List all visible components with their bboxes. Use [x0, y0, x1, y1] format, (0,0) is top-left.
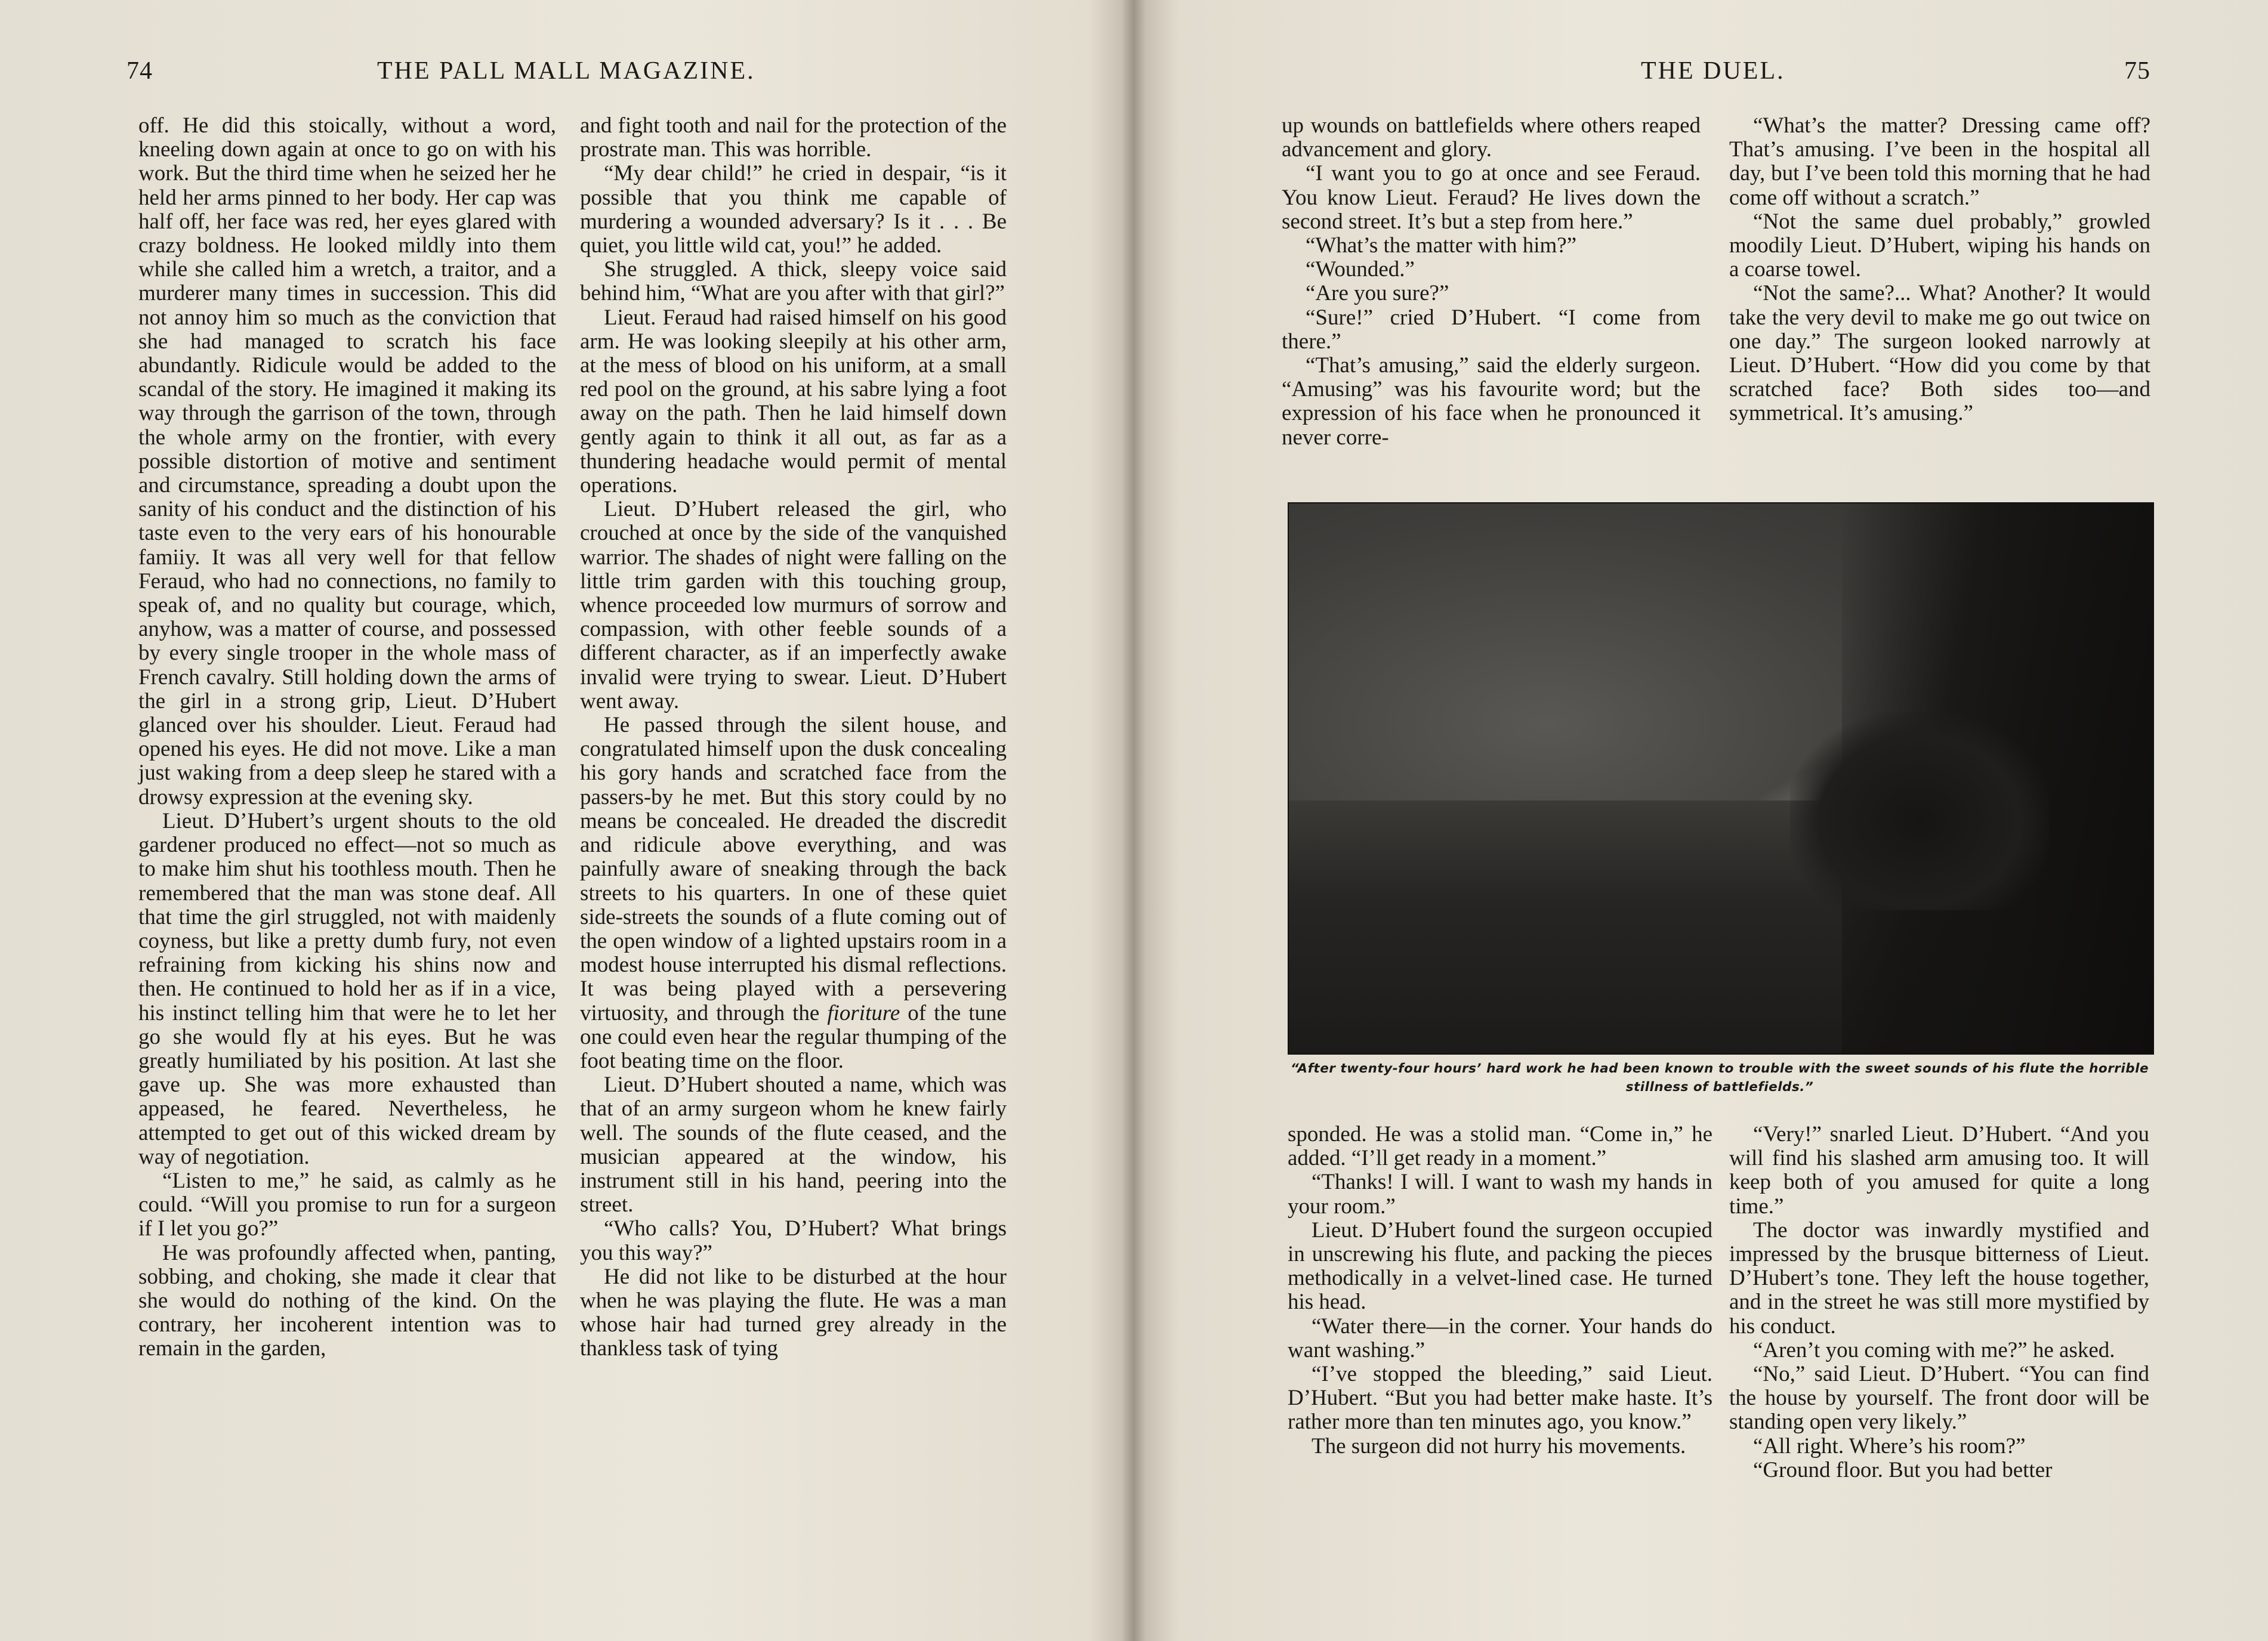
paragraph	[1729, 210, 2150, 282]
paragraph-text: sponded. He was a stolid man. “Come in,” he added. “I’ll get ready in a moment.”	[1288, 1122, 1712, 1171]
page-number-left: 74	[126, 57, 153, 85]
right-column-1-bottom	[1288, 1123, 1712, 1458]
paragraph-text: He was profoundly affected when, panting, sobbing, and choking, she made it clear that she would do nothing of the kind. On the contrary, her incoherent intention was to remain in the garden,	[138, 1240, 556, 1361]
paragraph-text: He did not like to be disturbed at the hour when he was playing the flute. He was a man whose hair had turned grey already in the thankless task of tying	[580, 1264, 1007, 1361]
paragraph	[1288, 1362, 1712, 1435]
paragraph-text: off. He did this stoically, without a word, kneeling down again at once to go on with his work. But the third time when he seized her he held her arms pinned to her body. Her cap was half off, her face was red, her eyes glared with crazy boldness. He looked mildly into them while she called him a wretch, a traitor, and a murderer many times in succession. This did not annoy him so much as the conviction that she had managed to scratch his face abundantly. Ridicule would be added to the scandal of the story. He imagined it making its way through the garrison of the town, through the whole army on the frontier, with every possible distortion of motive and sentiment and circumstance, spreading a doubt upon the sanity of his conduct and the distinction of his taste even to the very ears of his honourable famiiy. It was all very well for that fellow Feraud, who had no connections, no family to speak of, and no quality but courage, which, anyhow, was a matter of course, and possessed by every single trooper in the whole mass of French cavalry. Still holding down the arms of the girl in a strong grip, Lieut. D’Hubert glanced over his shoulder. Lieut. Feraud had opened his eyes. He did not move. Like a man just waking from a deep sleep he stared with a drowsy expression at the evening sky.	[138, 113, 556, 809]
duel-illustration	[1288, 502, 2154, 1055]
paragraph	[1729, 1219, 2149, 1339]
paragraph	[1288, 1123, 1712, 1170]
running-head-left: THE PALL MALL MAGAZINE.	[377, 57, 755, 85]
paragraph-text: of the tune one could even hear the regular thumping of the foot beating time on the floor.	[580, 1000, 1007, 1073]
paragraph-text: “Sure!” cried D’Hubert. “I come from there.”	[1282, 305, 1701, 354]
paragraph	[1282, 114, 1701, 162]
paragraph-text: “Aren’t you coming with me?” he asked.	[1753, 1337, 2115, 1362]
paragraph	[580, 1265, 1007, 1361]
paragraph-text: “Listen to me,” he said, as calmly as he could. “Will you promise to run for a surgeon if I let you go?”	[138, 1168, 556, 1241]
paragraph-text: “Not the same?... What? Another? It would take the very devil to make me go out twice on one day.” The surgeon looked narrowly at Lieut. D’Hubert. “How did you come by that scratched face? Both sides too—and symmetrical. It’s amusing.”	[1729, 281, 2150, 426]
paragraph	[1729, 1435, 2149, 1458]
paragraph-text: “Wounded.”	[1306, 257, 1415, 282]
paragraph-text: “Are you sure?”	[1306, 281, 1449, 306]
paragraph-text: The surgeon did not hurry his movements.	[1312, 1433, 1686, 1458]
page-number-right: 75	[2124, 57, 2150, 85]
paragraph	[1282, 258, 1701, 282]
paragraph	[1729, 1362, 2149, 1435]
paragraph-text: “Who calls? You, D’Hubert? What brings you this way?”	[580, 1216, 1007, 1265]
paragraph-text: Lieut. D’Hubert found the surgeon occupied in unscrewing his flute, and packing the pieces methodically in a velvet-lined case. He turned his head.	[1288, 1217, 1712, 1315]
paragraph	[1729, 1339, 2149, 1362]
paragraph-text: “Not the same duel probably,” growled moodily Lieut. D’Hubert, wiping his hands on a coarse towel.	[1729, 209, 2150, 282]
paragraph	[580, 162, 1007, 258]
paragraph	[1729, 282, 2150, 425]
paragraph-text: Lieut. Feraud had raised himself on his good arm. He was looking sleepily at his other arm, at the mess of blood on his uniform, at a small red pool on the ground, at his sabre lying a foot away on the path. Then he laid himself down gently again to think it all out, as far as a thundering headache would permit of mental operations.	[580, 305, 1007, 498]
paragraph-text: “What’s the matter with him?”	[1306, 233, 1577, 258]
book-gutter	[1122, 0, 1146, 1641]
paragraph	[580, 306, 1007, 498]
right-column-2-bottom	[1729, 1123, 2149, 1482]
paragraph-text: “Thanks! I will. I want to wash my hands in your room.”	[1288, 1170, 1712, 1219]
paragraph	[138, 809, 556, 1169]
paragraph-text: “That’s amusing,” said the elderly surgeon. “Amusing” was his favourite word; but the expression of his face when he pronounced it never corre-	[1282, 353, 1701, 450]
paragraph-text: “I’ve stopped the bleeding,” said Lieut. D’Hubert. “But you had better make haste. It’s rather more than ten minutes ago, you know.”	[1288, 1362, 1712, 1435]
paragraph	[138, 114, 556, 809]
paragraph	[1282, 162, 1701, 234]
paragraph-text: She struggled. A thick, sleepy voice said behind him, “What are you after with that girl?”	[580, 257, 1007, 306]
paragraph-text: He passed through the silent house, and congratulated himself upon the dusk concealing his gory hands and scratched face from the passers-by he met. But this story could by no means be concealed. He dreaded the discredit and ridicule above everything, and was painfully aware of sneaking through the back streets to his quarters. In one of these quiet side-streets the sounds of a flute coming out of the open window of a lighted upstairs room in a modest house interrupted his dismal reflections. It was being played with a persevering virtuosity, and through the	[580, 713, 1007, 1025]
paragraph	[138, 1169, 556, 1241]
illustration-figures	[1790, 712, 2049, 910]
illustration-caption: “After twenty-four hours’ hard work he had been known to trouble with the sweet sounds of his flute the horrible stillness of battlefields.”	[1290, 1061, 2149, 1095]
paragraph-text: Lieut. D’Hubert shouted a name, which was that of an army surgeon whom he knew fairly well. The sounds of the flute ceased, and the musician appeared at the window, his instrument still in his hand, peering into the street.	[580, 1073, 1007, 1217]
paragraph-text: “Very!” snarled Lieut. D’Hubert. “And you will find his slashed arm amusing too. It will keep both of you amused for quite a long time.”	[1729, 1122, 2149, 1219]
paragraph-text: up wounds on battlefields where others reaped advancement and glory.	[1282, 113, 1701, 162]
paragraph	[1282, 282, 1701, 305]
paragraph	[580, 258, 1007, 305]
paragraph	[1729, 1123, 2149, 1219]
paragraph-text: “My dear child!” he cried in despair, “is it possible that you think me capable of murdering a wounded adversary? Is it . . . Be quiet, you little wild cat, you!” he added.	[580, 161, 1007, 258]
paragraph-text: The doctor was inwardly mystified and impressed by the brusque bitterness of Lieut. D’Hubert’s tone. They left the house together, and in the street he was still more mystified by his conduct.	[1729, 1217, 2149, 1339]
paragraph	[1288, 1315, 1712, 1362]
paragraph-text: “Ground floor. But you had better	[1753, 1457, 2053, 1482]
paragraph	[1282, 354, 1701, 450]
paragraph	[1288, 1435, 1712, 1458]
paragraph-text: Lieut. D’Hubert released the girl, who crouched at once by the side of the vanquished warrior. The shades of night were falling on the little trim garden with this touching group, whence proceeded low murmurs of sorrow and compassion, with other feeble sounds of a different character, as if an imperfectly awake invalid were trying to swear. Lieut. D’Hubert went away.	[580, 497, 1007, 713]
paragraph	[1729, 1458, 2149, 1482]
right-column-2-top	[1729, 114, 2150, 426]
paragraph-text: “Water there—in the corner. Your hands do want washing.”	[1288, 1314, 1712, 1362]
italic-term: fioriture	[827, 1000, 900, 1025]
paragraph	[580, 497, 1007, 713]
paragraph	[1282, 234, 1701, 258]
paragraph	[580, 1217, 1007, 1265]
paragraph	[138, 1241, 556, 1361]
paragraph-text: Lieut. D’Hubert’s urgent shouts to the old gardener produced no effect—not so much as to make him shut his toothless mouth. Then he remembered that the man was stone deaf. All that time the girl struggled, not with maidenly coyness, but like a pretty dumb fury, not even refraining from kicking his shins now and then. He continued to hold her as if in a vice, his instinct telling him that were he to let her go she would fly at his eyes. But he was greatly humiliated by his position. At last she gave up. She was more exhausted than appeased, he feared. Nevertheless, he attempted to get out of this wicked dream by way of negotiation.	[138, 808, 556, 1169]
paragraph	[1288, 1219, 1712, 1315]
right-column-1-top	[1282, 114, 1701, 450]
paragraph-text: “All right. Where’s his room?”	[1753, 1433, 2026, 1458]
paragraph-text: “What’s the matter? Dressing came off? That’s amusing. I’ve been in the hospital all day, but I’ve been told this morning that he had come off without a scratch.”	[1729, 113, 2150, 210]
paragraph-text: “No,” said Lieut. D’Hubert. “You can find the house by yourself. The front door will be standing open very likely.”	[1729, 1362, 2149, 1435]
paragraph-text: “I want you to go at once and see Feraud. You know Lieut. Feraud? He lives down the second street. It’s but a step from here.”	[1282, 161, 1701, 234]
paragraph	[580, 1073, 1007, 1217]
left-column-2	[580, 114, 1007, 1361]
paragraph	[1288, 1170, 1712, 1218]
paragraph	[1729, 114, 2150, 210]
running-head-right: THE DUEL.	[1641, 57, 1785, 85]
paragraph	[580, 713, 1007, 1073]
left-column-1	[138, 114, 556, 1361]
paragraph	[580, 114, 1007, 162]
paragraph-text: and fight tooth and nail for the protection of the prostrate man. This was horrible.	[580, 113, 1007, 162]
paragraph	[1282, 306, 1701, 354]
